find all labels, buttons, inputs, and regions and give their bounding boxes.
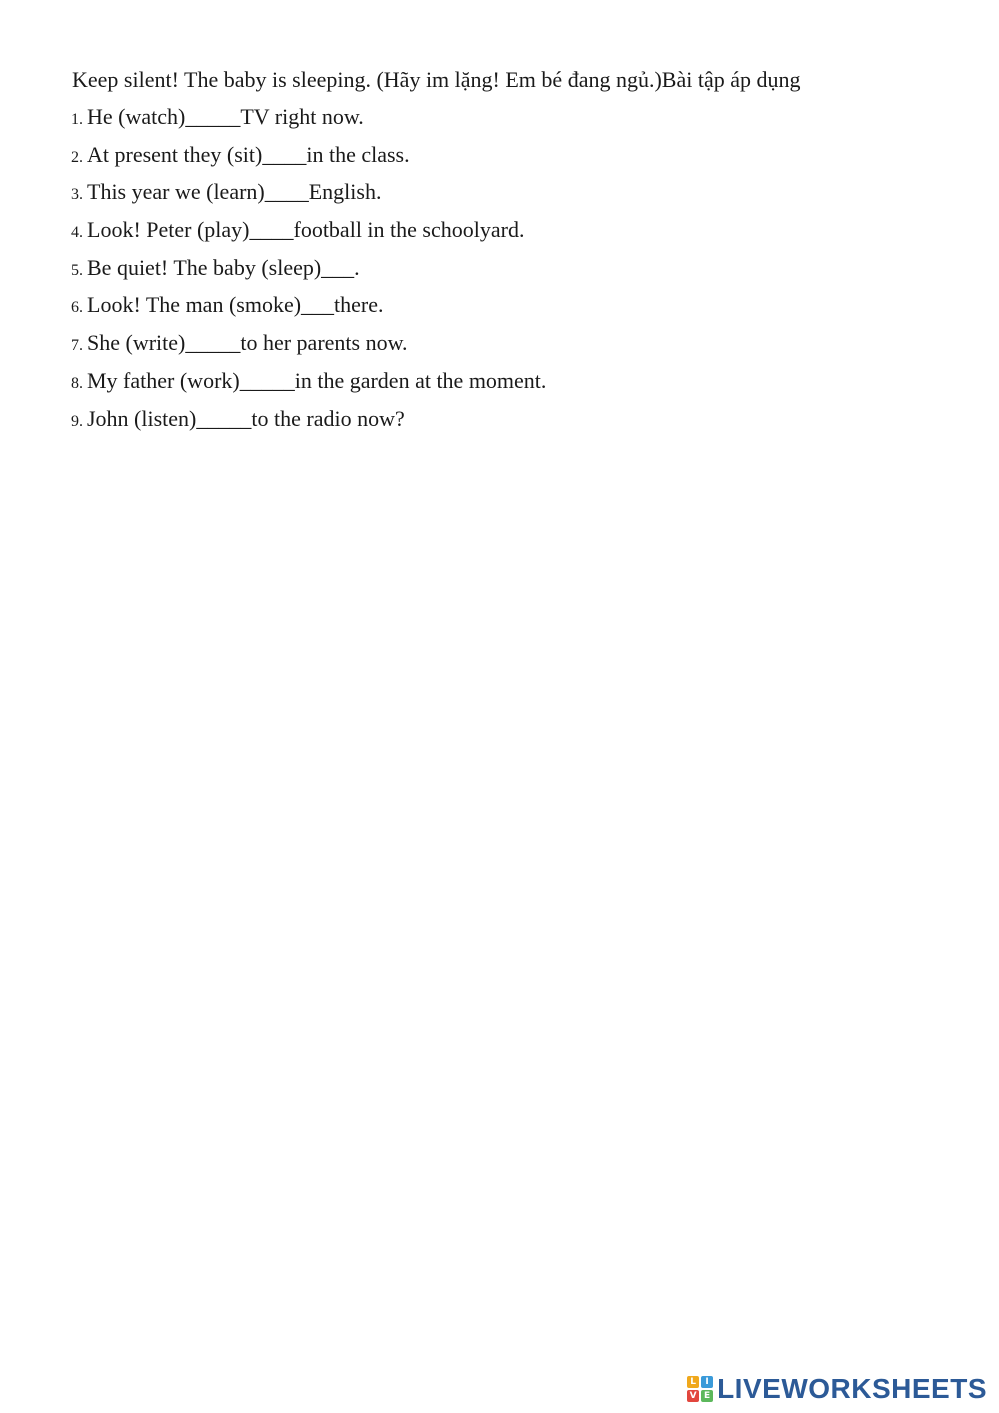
exercise-item-9	[72, 403, 952, 435]
exercise-item-6	[72, 289, 952, 321]
logo-letter-l: L	[687, 1376, 699, 1388]
exercise-text: My father (work)_____in the garden at the moment.	[87, 367, 547, 393]
logo-letter-e: E	[701, 1390, 713, 1402]
exercise-text: John (listen)_____to the radio now?	[87, 405, 405, 431]
exercise-number: 4.	[71, 224, 83, 242]
exercise-item-7	[72, 327, 952, 359]
liveworksheets-logo-icon	[687, 1376, 713, 1402]
exercise-number: 9.	[71, 412, 83, 430]
exercise-item-1	[72, 101, 952, 133]
exercise-text: Be quiet! The baby (sleep)___.	[87, 254, 360, 280]
exercise-text: This year we (learn)____English.	[87, 179, 382, 205]
logo-letter-i: I	[701, 1376, 713, 1388]
watermark-text: LIVEWORKSHEETS	[717, 1373, 987, 1404]
exercise-text: At present they (sit)____in the class.	[87, 141, 410, 167]
exercise-number: 3.	[71, 186, 83, 204]
exercise-item-3	[72, 176, 952, 208]
exercise-number: 8.	[71, 374, 83, 392]
exercise-text: He (watch)_____TV right now.	[87, 104, 364, 129]
exercise-text: Look! Peter (play)____football in the schoolyard.	[87, 217, 525, 243]
exercise-number: 5.	[71, 261, 83, 279]
exercise-item-4	[72, 214, 952, 246]
logo-letter-v: V	[687, 1390, 699, 1402]
exercise-number: 2.	[71, 148, 83, 166]
intro-text: Keep silent! The baby is sleeping. (Hãy im lặng! Em bé đang ngủ.)Bài tập áp dụng	[72, 67, 801, 92]
worksheet-content	[72, 64, 952, 440]
exercise-item-2	[72, 139, 952, 171]
exercise-item-5	[72, 252, 952, 284]
exercise-number: 1.	[71, 111, 83, 128]
exercise-number: 7.	[71, 337, 83, 355]
exercise-number: 6.	[71, 299, 83, 317]
exercise-text: She (write)_____to her parents now.	[87, 330, 408, 356]
exercise-item-8	[72, 365, 952, 397]
exercise-text: Look! The man (smoke)___there.	[87, 292, 384, 318]
liveworksheets-watermark	[687, 1371, 987, 1407]
